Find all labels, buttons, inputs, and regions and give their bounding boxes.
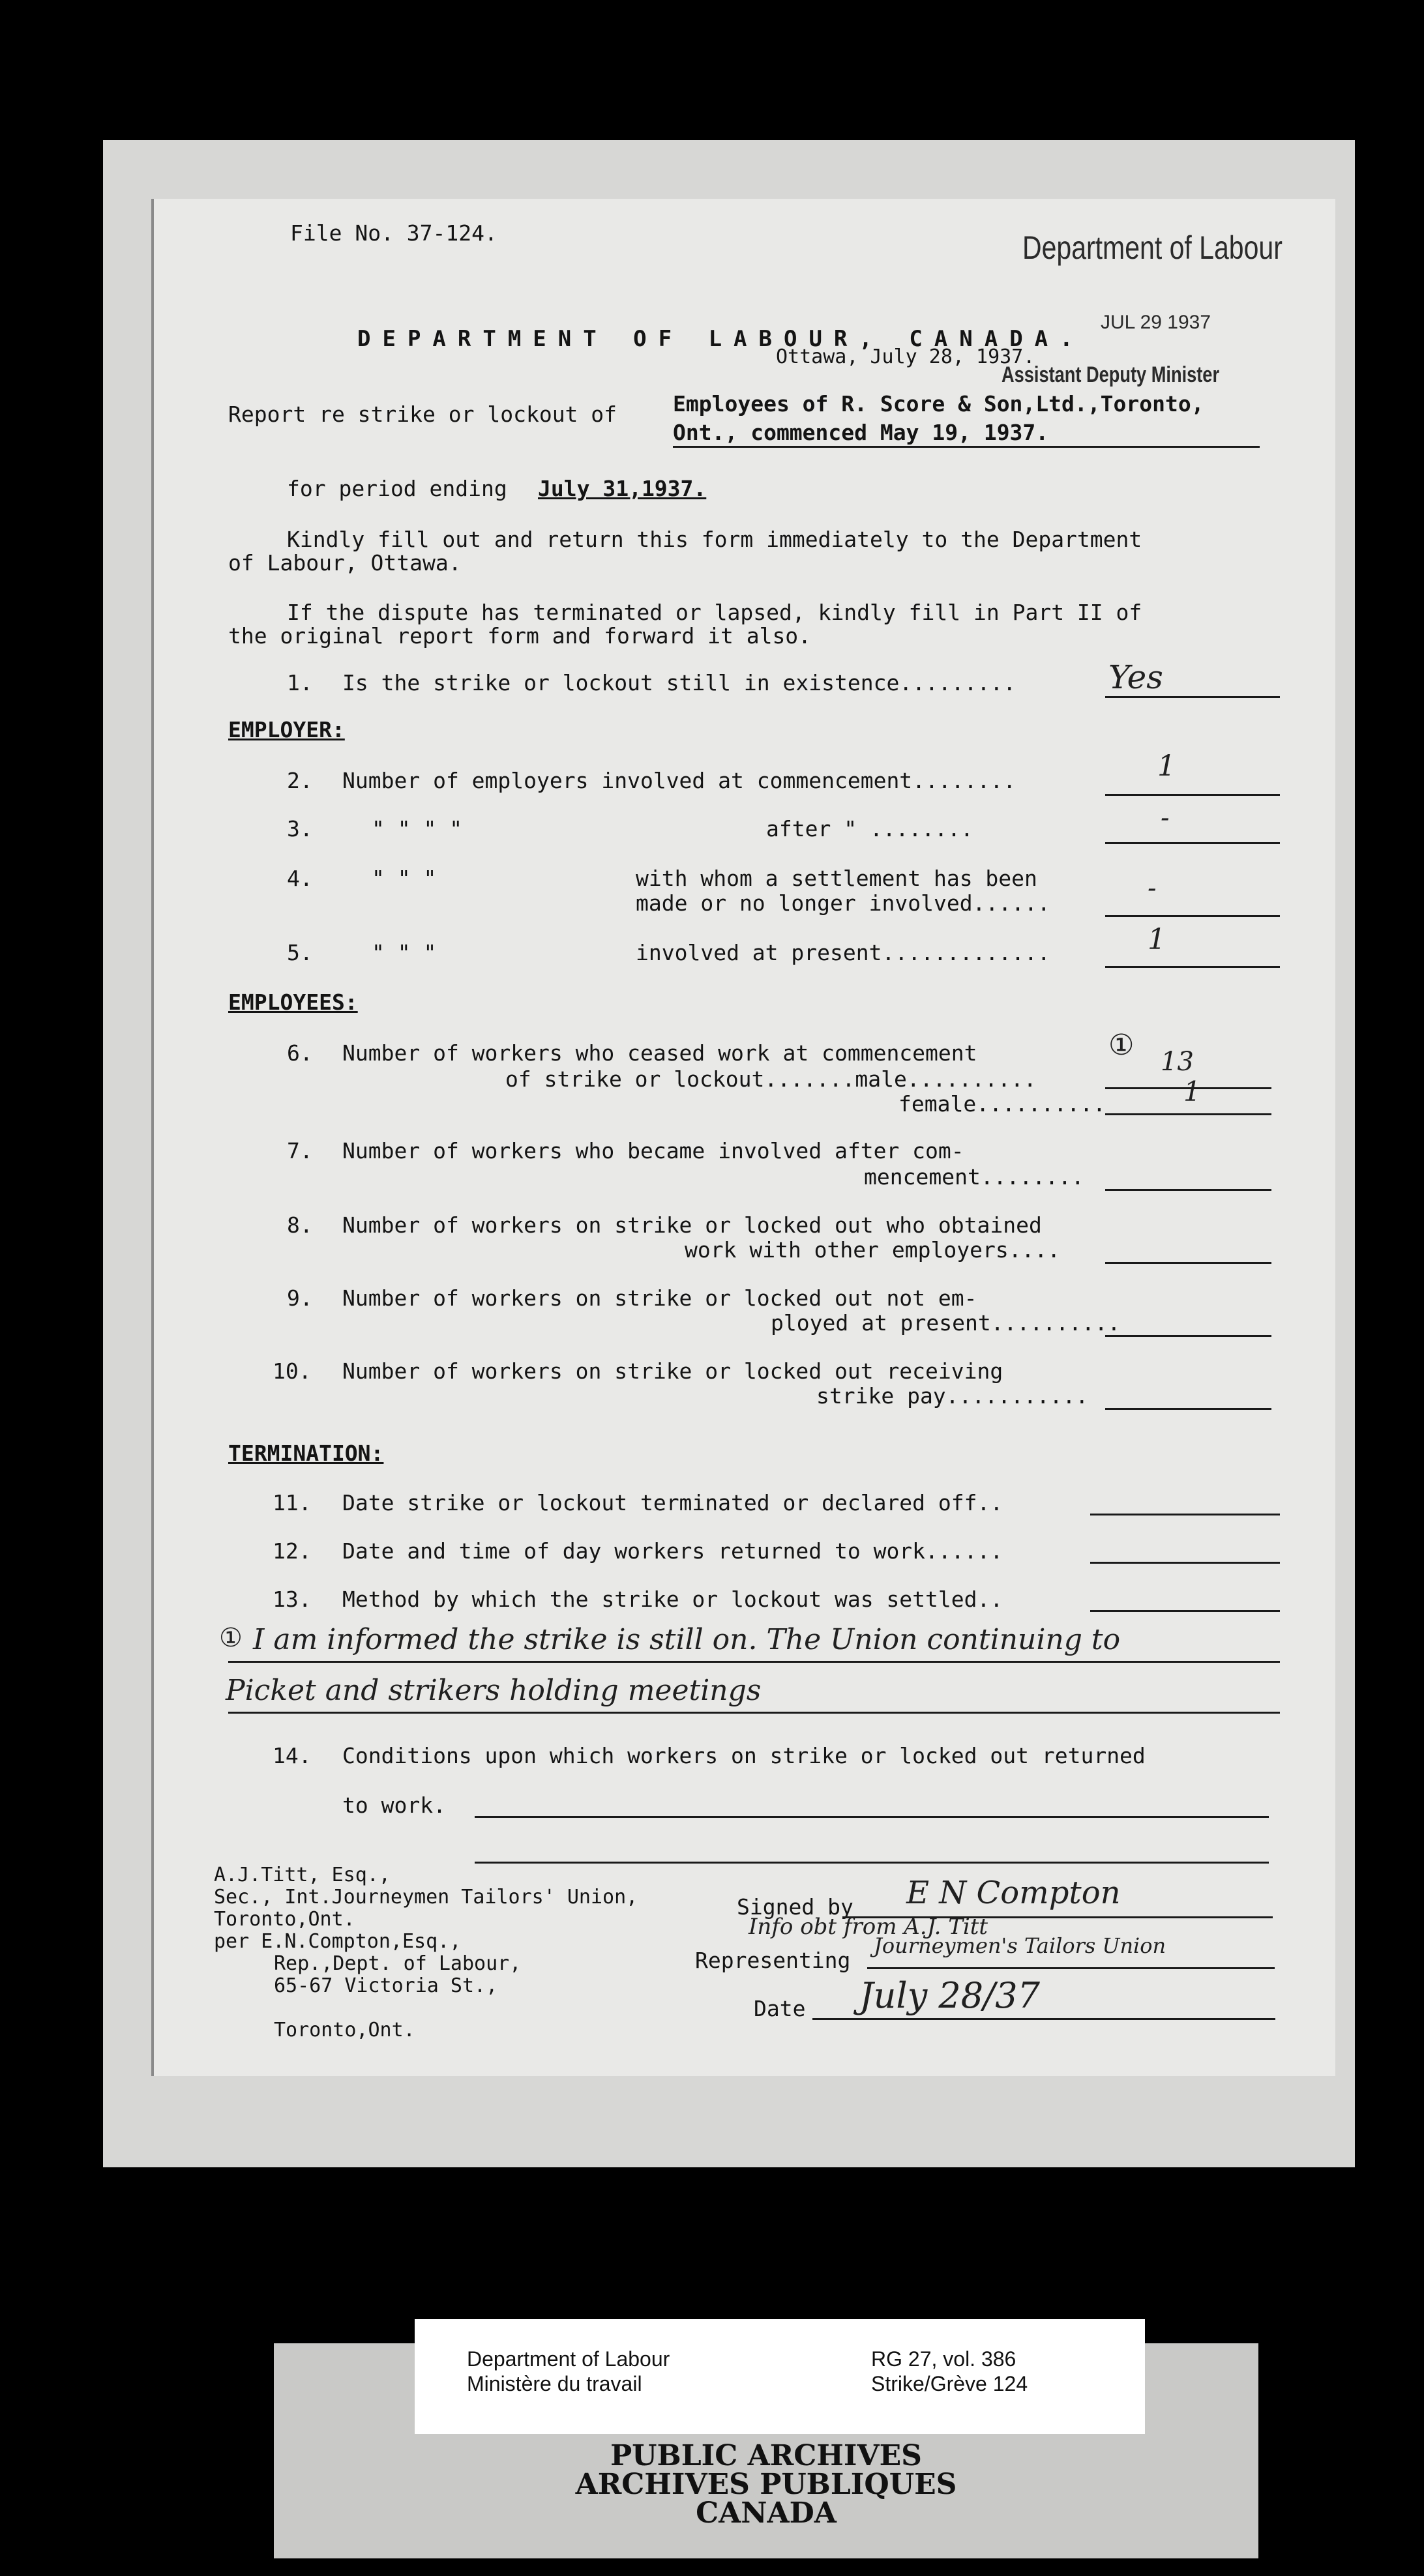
q6-female-line xyxy=(1105,1113,1271,1115)
q3-ditto: " " " " xyxy=(372,816,463,842)
q4-ditto: " " " xyxy=(372,866,437,891)
q9-text-line2: ployed at present.......... xyxy=(771,1310,1121,1336)
report-subject-line2: Ont., commenced May 19, 1937. xyxy=(673,420,1049,445)
q6-text-line2: of strike or lockout.......male.......... xyxy=(505,1066,1037,1092)
employees-heading: EMPLOYEES: xyxy=(228,989,358,1015)
q7-text-line2: mencement........ xyxy=(864,1164,1084,1190)
canada-text: CANADA xyxy=(696,2496,837,2530)
q10-text-line2: strike pay........... xyxy=(816,1383,1089,1409)
q6-text-line1: Number of workers who ceased work at commencement xyxy=(342,1040,977,1066)
q4-text-line2: made or no longer involved...... xyxy=(636,890,1050,916)
strike-reference: Strike/Grève 124 xyxy=(871,2372,1028,2395)
form-title: DEPARTMENT OF LABOUR, CANADA. xyxy=(357,326,1085,352)
q6-number: 6. xyxy=(287,1040,313,1066)
note-line1-rule xyxy=(228,1661,1280,1663)
q2-answer: 1 xyxy=(1157,750,1176,783)
q5-number: 5. xyxy=(287,940,313,965)
q2-answer-line xyxy=(1105,794,1280,796)
q12-answer-line xyxy=(1090,1562,1280,1564)
q14-text-line1: Conditions upon which workers on strike or locked out returned xyxy=(342,1743,1146,1768)
archives-publiques-text: ARCHIVES PUBLIQUES xyxy=(575,2468,957,2501)
q8-number: 8. xyxy=(287,1212,313,1238)
q1-answer: Yes xyxy=(1108,658,1163,696)
q14-answer-line-2 xyxy=(475,1862,1269,1864)
q6-text-line3: female.......... xyxy=(898,1091,1106,1117)
signed-by-label: Signed by xyxy=(737,1894,853,1920)
address-line5: Rep.,Dept. of Labour, xyxy=(274,1952,522,1975)
q5-answer-line xyxy=(1105,966,1280,968)
q14-text-line2: to work. xyxy=(342,1793,446,1818)
q7-text-line1: Number of workers who became involved after com- xyxy=(342,1138,964,1164)
q8-text-line1: Number of workers on strike or locked out who obtained xyxy=(342,1212,1042,1238)
subject-underline xyxy=(673,446,1260,448)
representing-value: Journeymen's Tailors Union xyxy=(874,1933,1166,1958)
q6-marker: ① xyxy=(1108,1029,1135,1062)
address-line6: 65-67 Victoria St., xyxy=(274,1974,498,1997)
termination-heading: TERMINATION: xyxy=(228,1441,384,1466)
instruction-1b: of Labour, Ottawa. xyxy=(228,550,462,576)
department-stamp: Department of Labour xyxy=(1022,229,1283,266)
q5-answer: 1 xyxy=(1148,923,1166,956)
dept-en: Department of Labour xyxy=(467,2347,670,2371)
q2-text: Number of employers involved at commencement........ xyxy=(342,768,1016,793)
note-line2-rule xyxy=(228,1712,1280,1714)
q12-text: Date and time of day workers returned to work...... xyxy=(342,1538,1003,1564)
q10-text-line1: Number of workers on strike or locked out receiving xyxy=(342,1358,1003,1384)
address-line2: Sec., Int.Journeymen Tailors' Union, xyxy=(214,1886,638,1909)
q3-number: 3. xyxy=(287,816,313,842)
q4-text-line1: with whom a settlement has been xyxy=(636,866,1037,891)
signed-note: Info obt from A.J. Titt xyxy=(749,1914,988,1940)
archive-reference-label xyxy=(415,2319,1145,2434)
q9-text-line1: Number of workers on strike or locked out not em- xyxy=(342,1285,977,1311)
q13-answer-line xyxy=(1090,1610,1280,1612)
q4-number: 4. xyxy=(287,866,313,891)
representing-label: Representing xyxy=(695,1948,851,1973)
employer-heading: EMPLOYER: xyxy=(228,717,345,742)
report-prefix: Report re strike or lockout of xyxy=(228,402,617,427)
q10-number: 10. xyxy=(273,1358,312,1384)
date-value: July 28/37 xyxy=(859,1975,1040,2016)
q14-number: 14. xyxy=(273,1743,312,1768)
q6-answer-male: 13 xyxy=(1161,1047,1194,1077)
handwritten-note-line1: I am informed the strike is still on. The Union continuing to xyxy=(253,1623,1121,1656)
q1-text: Is the strike or lockout still in existence......... xyxy=(342,670,1016,695)
address-line4: per E.N.Compton,Esq., xyxy=(214,1930,462,1953)
representing-line xyxy=(867,1967,1275,1969)
q9-answer-line xyxy=(1105,1335,1271,1337)
instruction-2a: If the dispute has terminated or lapsed, kindly fill in Part II of xyxy=(287,600,1142,625)
rg-reference: RG 27, vol. 386 xyxy=(871,2347,1016,2371)
q8-answer-line xyxy=(1105,1262,1271,1264)
q13-text: Method by which the strike or lockout was settled.. xyxy=(342,1587,1003,1612)
q3-text: after " ........ xyxy=(766,816,973,842)
assistant-deputy-minister-stamp: Assistant Deputy Minister xyxy=(1001,362,1220,387)
handwritten-note-line2: Picket and strikers holding meetings xyxy=(226,1674,762,1707)
signed-by-value: E N Compton xyxy=(906,1875,1121,1911)
q14-answer-line xyxy=(475,1816,1269,1818)
address-line7: Toronto,Ont. xyxy=(274,2019,415,2042)
place-date: Ottawa, July 28, 1937. xyxy=(776,345,1035,368)
q3-answer: - xyxy=(1161,803,1170,833)
file-number: File No. 37-124. xyxy=(290,220,497,246)
q10-answer-line xyxy=(1105,1408,1271,1410)
q11-number: 11. xyxy=(273,1490,312,1515)
q1-number: 1. xyxy=(287,670,313,695)
q5-text: involved at present............. xyxy=(636,940,1050,965)
q5-ditto: " " " xyxy=(372,940,437,965)
q2-number: 2. xyxy=(287,768,313,793)
q6-answer-female: 1 xyxy=(1183,1076,1201,1107)
note-marker: ① xyxy=(219,1623,243,1653)
q7-answer-line xyxy=(1105,1189,1271,1191)
period-value: July 31,1937. xyxy=(538,476,707,501)
address-line3: Toronto,Ont. xyxy=(214,1908,355,1931)
date-line xyxy=(812,2018,1275,2020)
q11-text: Date strike or lockout terminated or declared off.. xyxy=(342,1490,1003,1515)
q11-answer-line xyxy=(1090,1514,1280,1515)
q9-number: 9. xyxy=(287,1285,313,1311)
q4-answer: - xyxy=(1148,873,1157,903)
address-line1: A.J.Titt, Esq., xyxy=(214,1864,391,1886)
public-archives-text: PUBLIC ARCHIVES xyxy=(610,2439,922,2472)
report-subject-line1: Employees of R. Score & Son,Ltd.,Toronto, xyxy=(673,391,1204,417)
q13-number: 13. xyxy=(273,1587,312,1612)
period-label: for period ending xyxy=(287,476,507,501)
q4-answer-line xyxy=(1105,915,1280,917)
instruction-2b: the original report form and forward it also. xyxy=(228,623,812,649)
q12-number: 12. xyxy=(273,1538,312,1564)
q1-answer-line xyxy=(1105,696,1280,698)
instruction-1a: Kindly fill out and return this form immediately to the Department xyxy=(287,527,1142,552)
q7-number: 7. xyxy=(287,1138,313,1164)
date-label: Date xyxy=(754,1996,806,2021)
q8-text-line2: work with other employers.... xyxy=(685,1237,1061,1263)
stamp-date: JUL 29 1937 xyxy=(1101,312,1211,333)
q3-answer-line xyxy=(1105,842,1280,844)
dept-fr: Ministère du travail xyxy=(467,2372,642,2395)
